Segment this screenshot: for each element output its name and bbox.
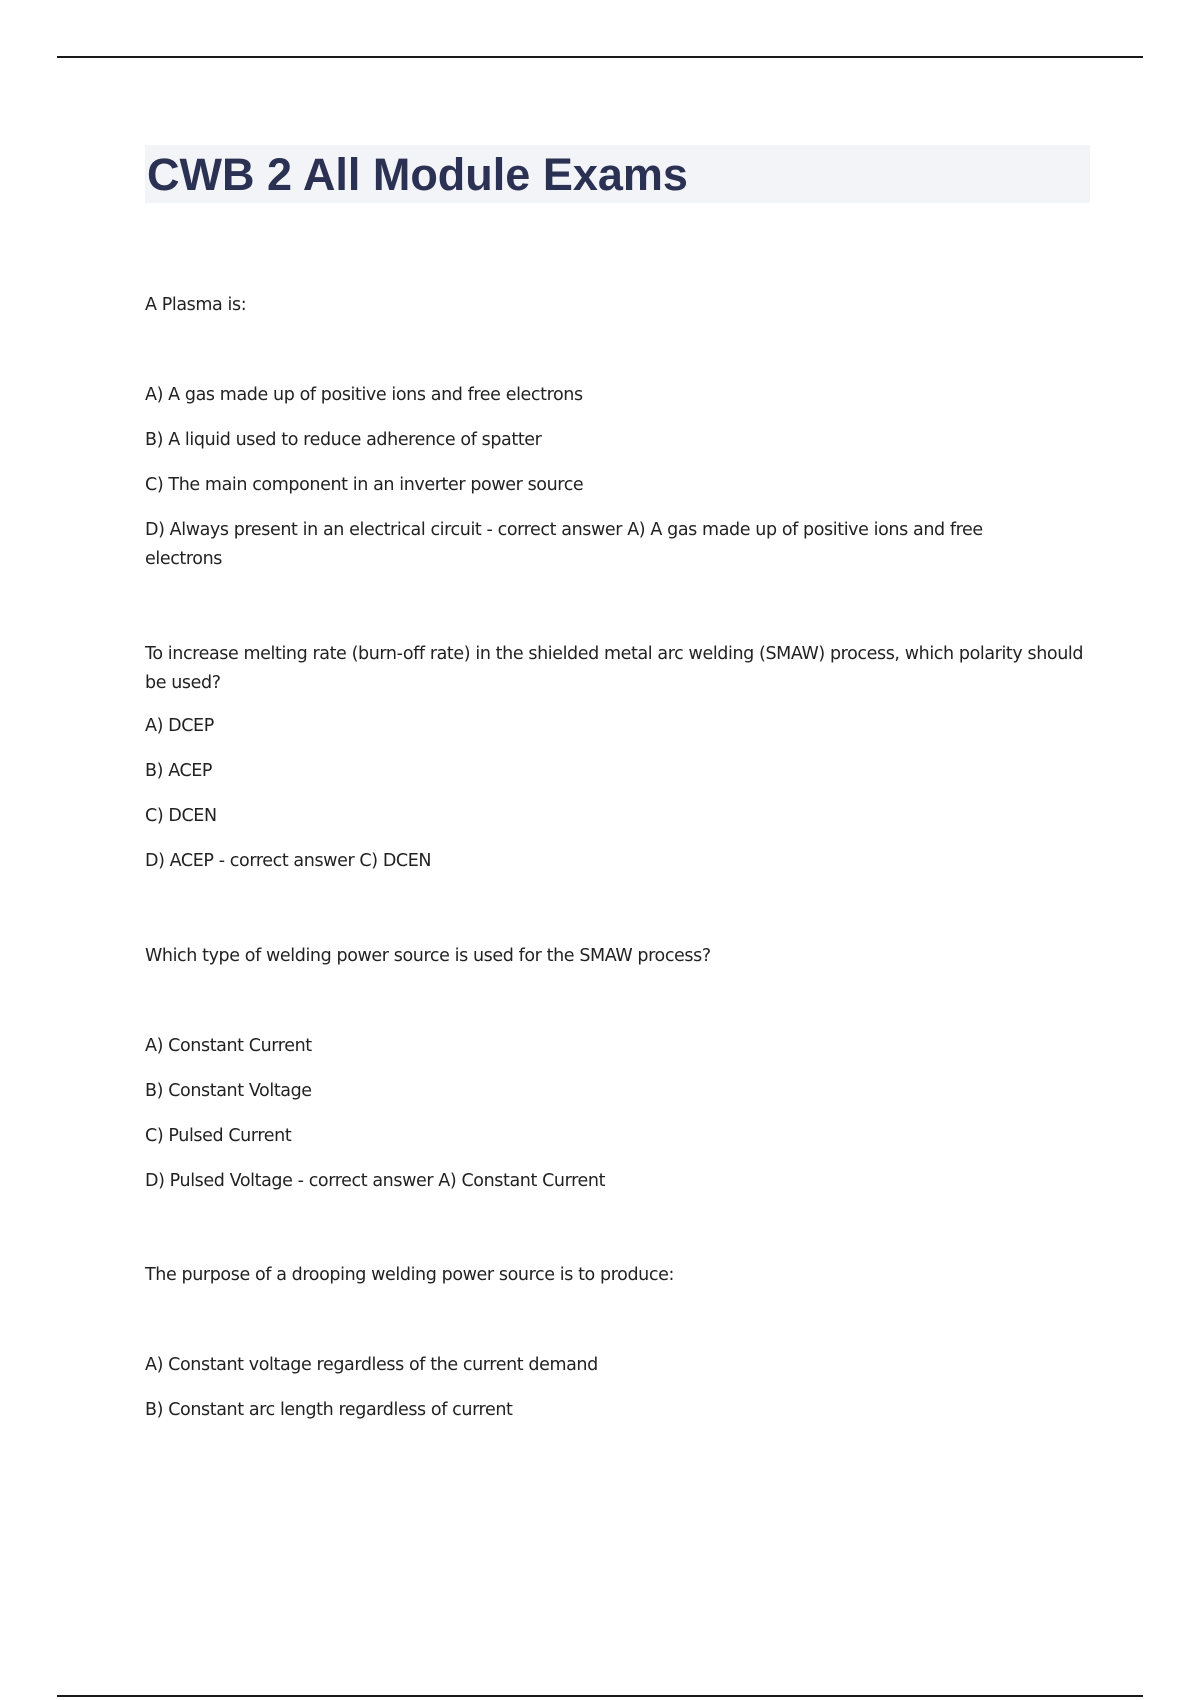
page-title: CWB 2 All Module Exams — [147, 148, 688, 200]
question-text: A Plasma is: — [145, 295, 247, 315]
bottom-divider — [57, 1695, 1143, 1697]
answer-option: A) A gas made up of positive ions and free electrons — [145, 385, 583, 405]
title-banner — [145, 145, 1090, 203]
answer-option: D) Pulsed Voltage - correct answer A) Constant Current — [145, 1171, 606, 1191]
question-2 — [145, 640, 1090, 892]
answer-option: B) Constant arc length regardless of current — [145, 1400, 513, 1420]
answer-option: A) DCEP — [145, 716, 214, 736]
answer-option: A) Constant Current — [145, 1036, 312, 1056]
question-text: Which type of welding power source is used for the SMAW process? — [145, 946, 711, 966]
answer-option: D) Always present in an electrical circuit - correct answer A) A gas made up of positive ions and free electrons — [145, 520, 983, 569]
top-divider — [57, 56, 1143, 58]
answer-option: C) DCEN — [145, 806, 217, 826]
answer-option: B) Constant Voltage — [145, 1081, 312, 1101]
answer-option: A) Constant voltage regardless of the current demand — [145, 1355, 598, 1375]
answer-option: D) ACEP - correct answer C) DCEN — [145, 851, 432, 871]
question-1 — [145, 291, 1090, 590]
answer-option: C) Pulsed Current — [145, 1126, 292, 1146]
question-text: The purpose of a drooping welding power source is to produce: — [145, 1265, 674, 1285]
answer-option: C) The main component in an inverter power source — [145, 475, 584, 495]
page-content — [145, 145, 1090, 203]
answer-option: B) ACEP — [145, 761, 213, 781]
question-3 — [145, 942, 1090, 1212]
question-4 — [145, 1261, 1090, 1441]
question-text: To increase melting rate (burn-off rate) in the shielded metal arc welding (SMAW) process, which polarity should be used? — [145, 644, 1084, 693]
answer-option: B) A liquid used to reduce adherence of spatter — [145, 430, 542, 450]
